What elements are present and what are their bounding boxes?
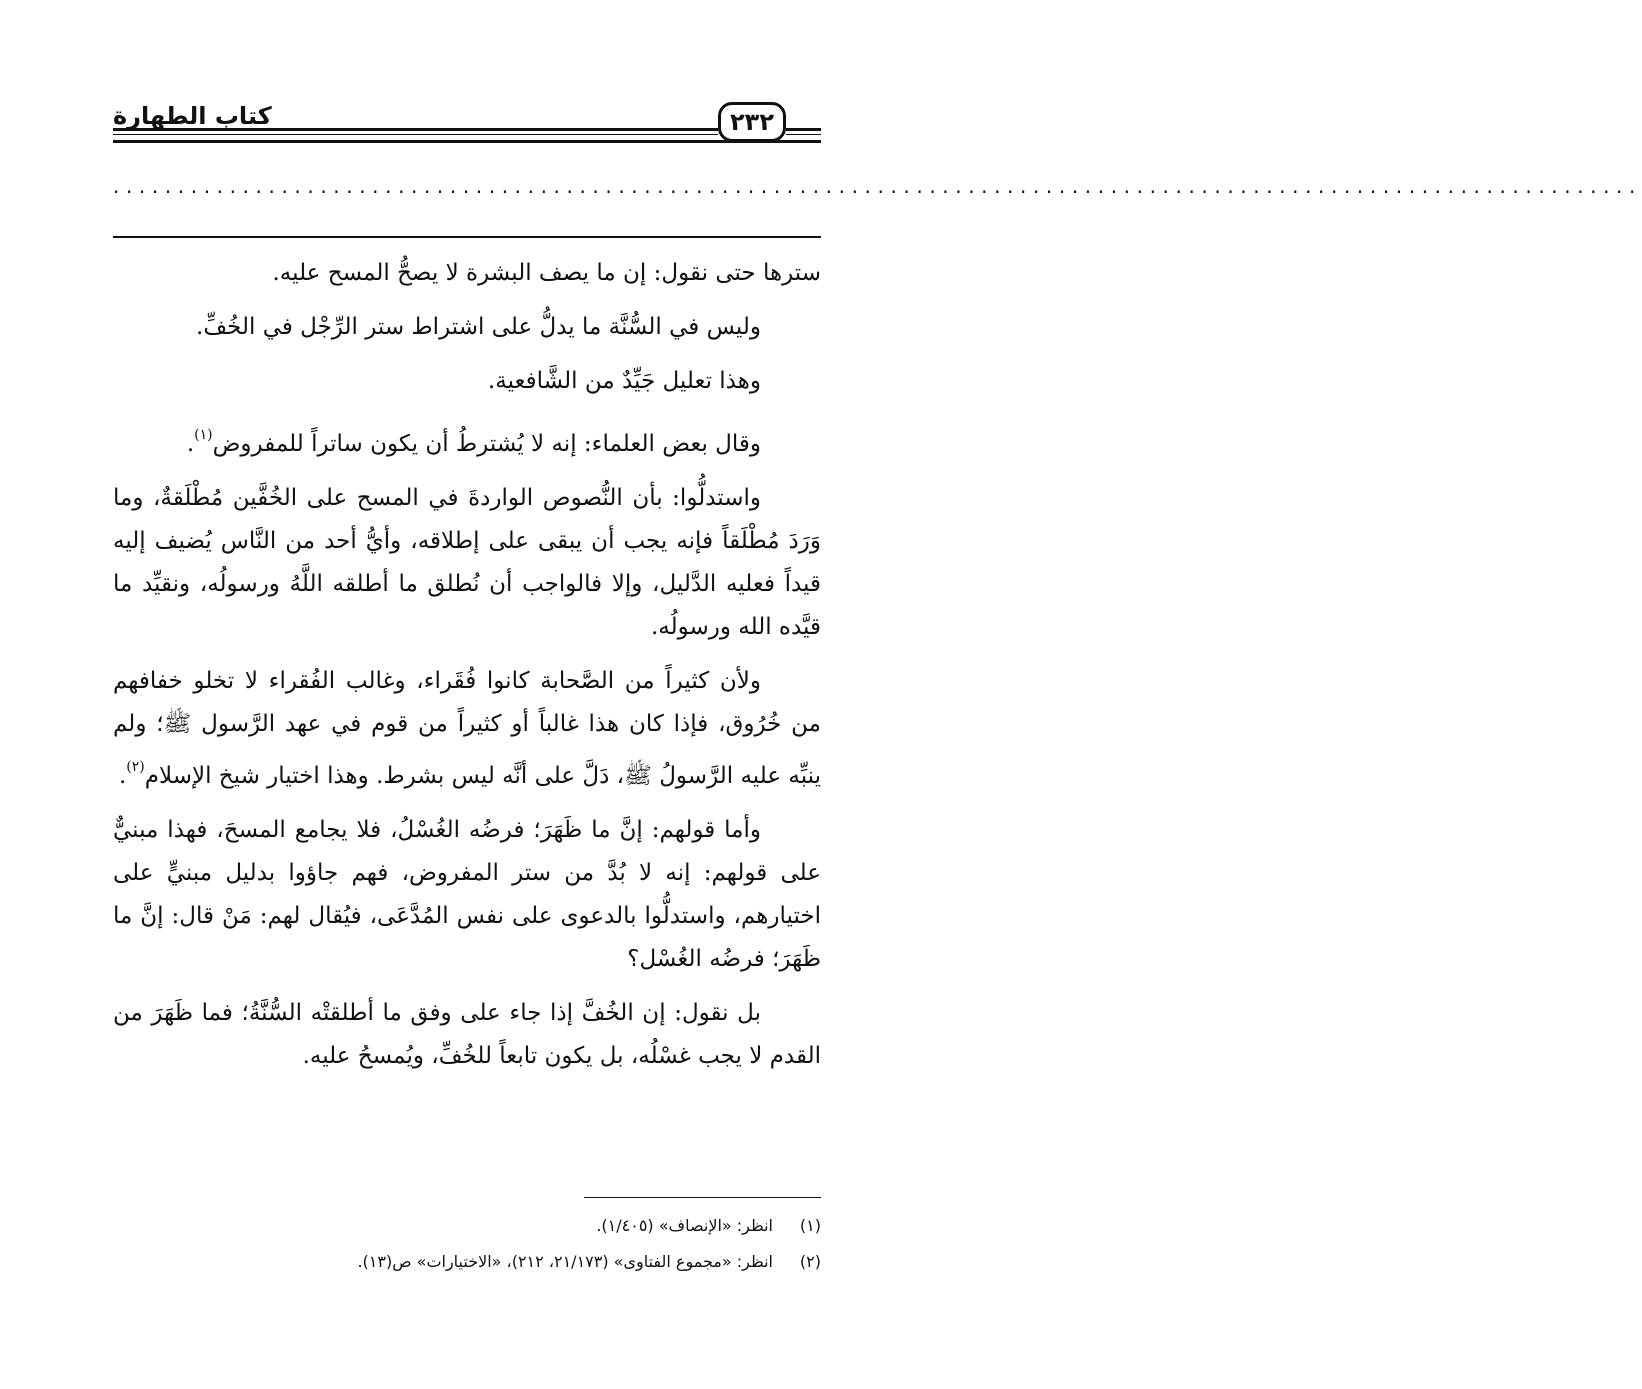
footnote-ref-2: (٢)	[126, 759, 145, 775]
footnote-2-number: (٢)	[799, 1252, 821, 1271]
footnotes	[113, 1208, 821, 1280]
footnote-1-text: انظر: «الإنصاف» (١/٤٠٥).	[596, 1216, 773, 1235]
paragraph-5: واستدلُّوا: بأن النُّصوص الواردةَ في المسح على الخُفَّين مُطْلَقةٌ، وما وَرَدَ مُطْلَقاً فإنه يجب أن يبقى على إطلاقه، وأيُّ أحد من النَّاس يُضيف إليه قيداً فعليه الدَّليل، وإلا فالواجب أن نُطلق ما أطلقه اللَّهُ ورسولُه، ونقيِّد ما قيَّده الله ورسولُه.	[113, 485, 821, 640]
paragraph-2: وليس في السُّنَّة ما يدلُّ على اشتراط ستر الرِّجْل في الخُفِّ.	[196, 314, 761, 340]
header-rule-middle-right	[786, 134, 821, 135]
paragraph-8: بل نقول: إن الخُفَّ إذا جاء على وفق ما أطلقتْه السُّنَّةُ؛ فما ظَهَرَ من القدم لا يجب غسْلُه، بل يكون تابعاً للخُفِّ، ويُمسحُ عليه.	[113, 1000, 821, 1069]
header-rule-top-right	[786, 128, 821, 131]
header-rule-bottom	[113, 140, 821, 143]
paragraph-7: وأما قولهم: إنَّ ما ظَهَرَ؛ فرضُه الغُسْلُ، فلا يجامع المسحَ، فهذا مبنيٌّ على قولهم: إنه لا بُدَّ من ستر المفروض، فهم جاؤوا بدليل مبنيٍّ على اختيارهم، واستدلُّوا بالدعوى على نفس المُدَّعَى، فيُقال لهم: مَنْ قال: إنَّ ما ظَهَرَ؛ فرضُه الغُسْل؟	[113, 817, 821, 972]
dotted-separator: ......................................................................................................................	[113, 174, 1642, 198]
footnote-1	[113, 1208, 821, 1244]
footnote-2	[113, 1244, 821, 1280]
body-text	[113, 252, 821, 1089]
paragraph-6-end: .	[118, 763, 127, 789]
paragraph-6	[113, 660, 821, 798]
header-rule-middle	[113, 134, 718, 135]
page-number: ٢٣٢	[718, 102, 786, 142]
header-rule-top	[113, 128, 718, 131]
footnote-1-number: (١)	[799, 1216, 821, 1235]
paragraph-4	[113, 414, 821, 466]
paragraph-4-text: وقال بعض العلماء: إنه لا يُشترطُ أن يكون ساتراً للمفروض	[212, 431, 761, 457]
footnote-ref-1: (١)	[194, 427, 213, 443]
page-header	[113, 98, 821, 156]
footnote-rule	[584, 1197, 821, 1198]
paragraph-6-text: ولأن كثيراً من الصَّحابة كانوا فُقَراء، وغالب الفُقراء لا تخلو خفافهم من خُرُوق، فإذا كان هذا غالباً أو كثيراً من قوم في عهد الرَّسول ﷺ؛ ولم ينبِّه عليه الرَّسولُ ﷺ، دَلَّ على أنَّه ليس بشرط. وهذا اختيار شيخ الإسلام	[113, 668, 821, 789]
paragraph-3: وهذا تعليل جَيِّدٌ من الشَّافعية.	[487, 368, 761, 394]
paragraph-1: سترها حتى نقول: إن ما يصف البشرة لا يصحُّ المسح عليه.	[272, 260, 821, 286]
book-title: كتاب الطهارة	[113, 102, 272, 130]
paragraph-4-end: .	[186, 431, 195, 457]
section-divider	[113, 236, 821, 238]
footnote-2-text: انظر: «مجموع الفتاوى» (٢١/١٧٣، ٢١٢)، «الاختيارات» ص(١٣).	[357, 1252, 773, 1271]
